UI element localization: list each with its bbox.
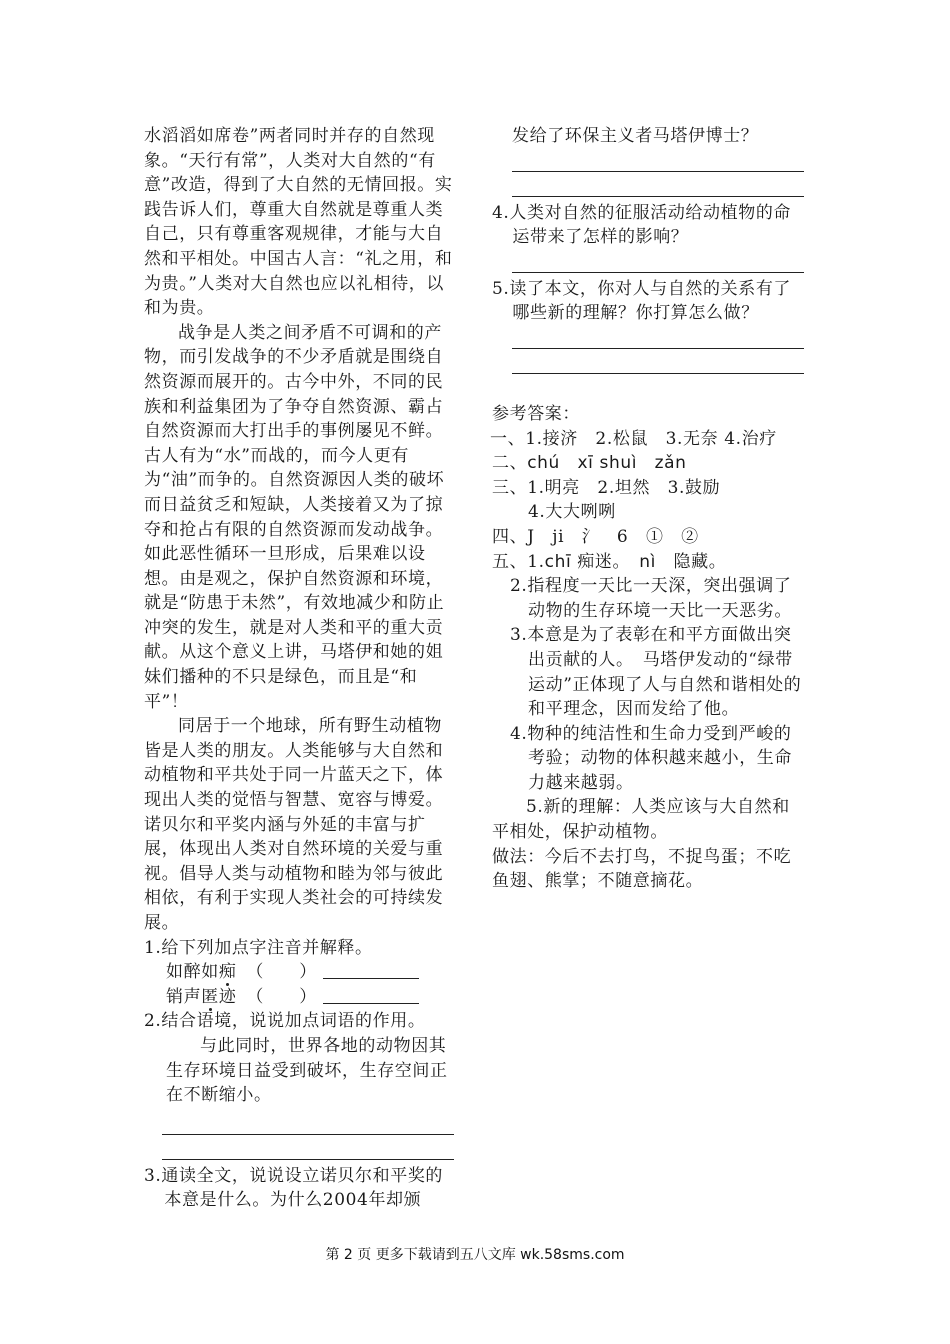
question-2: 2.结合语境，说说加点词语的作用。 <box>144 1011 426 1032</box>
answer-5-pinyin-2: nì <box>639 551 656 572</box>
question-3: 3.通读全文，说说设立诺贝尔和平奖的本意是什么。为什么2004年却颁 <box>144 1165 444 1211</box>
answer-5-3: 3.本意是为了表彰在和平方面做出突出贡献的人。 马塔伊发动的“绿带运动”正体现了人与自然和谐相处的和平理念，因而发给了他。 <box>510 625 802 720</box>
answer-3: 三、1.明亮 2.坦然 3.鼓励 <box>492 477 721 498</box>
answer-5-6: 做法：今后不去打鸟，不捉鸟蛋；不吃鱼翅、熊掌；不随意摘花。 <box>492 846 792 892</box>
answer-1: 一、1.接济 2.松鼠 3.无奈 4.治疗 <box>490 428 777 449</box>
answer-5-4: 4.物种的纯洁性和生命力受到严峻的考验；动物的体积越来越小，生命力越来越弱。 <box>510 723 792 793</box>
q1b-answer-blank[interactable] <box>323 987 419 1004</box>
q1b-suffix: 迹 <box>218 986 237 1007</box>
q1b-prefix: 销声 <box>166 986 202 1007</box>
answer-4: 四、J ji 氵 6 ① ② <box>492 526 699 547</box>
q1b-paren: （ ） <box>246 986 317 1007</box>
right-column <box>492 124 804 894</box>
answer-5-word-2: 隐藏。 <box>673 551 727 572</box>
paragraph-2: 战争是人类之间矛盾不可调和的产物，而引发战争的不少矛盾就是围绕自然资源而展开的。古今中外，不同的民族和利益集团为了争夺自然资源、霸占自然资源而大打出手的事例屡见不鲜。古人有为“水”而战的，而今人更有为“油”而争的。自然资源因人类的破坏而日益贫乏和短缺，人类接着又为了掠夺和抢占有限的自然资源而发动战争。如此恶性循环一旦形成，后果难以设想。由是观之，保护自然资源和环境，就是“防患于未然”，有效地减少和防止冲突的发生，就是对人类和平的重大贡献。从这个意义上讲，马塔伊和她的姐妹们播种的不只是绿色，而且是“和平”！ <box>144 322 445 712</box>
q1a-dotted-char: 痴 <box>218 962 237 983</box>
answer-5-prefix: 五、1. <box>492 551 545 572</box>
q1a-prefix: 如醉如 <box>166 962 219 983</box>
answer-3b: 4.大大咧咧 <box>528 502 616 523</box>
q1a-paren: （ ） <box>246 962 317 983</box>
answer-2-prefix: 二、 <box>492 453 528 474</box>
question-2-quote: 与此同时，世界各地的动物因其生存环境日益受到破坏，生存空间正在不断缩小。 <box>166 1035 448 1106</box>
question-5: 5.读了本文，你对人与自然的关系有了哪些新的理解？你打算怎么做？ <box>492 278 792 324</box>
answer-2-pinyin: chú xī shuì zǎn <box>527 453 687 474</box>
question-4: 4.人类对自然的征服活动给动植物的命运带来了怎样的影响？ <box>492 202 792 248</box>
question-3-continued: 发给了环保主义者马塔伊博士？ <box>512 126 759 146</box>
answers-title: 参考答案： <box>492 403 580 424</box>
answer-5-5: 5.新的理解：人类应该与大自然和平相处，保护动植物。 <box>492 797 790 843</box>
question-1b <box>144 985 454 1010</box>
question-1a <box>144 960 454 985</box>
q1b-dotted-char: 匿 <box>201 986 219 1007</box>
left-column <box>144 124 454 1213</box>
answer-5-word-1: 痴迷。 <box>577 551 622 572</box>
answer-5-1 <box>492 550 804 575</box>
q1a-answer-blank[interactable] <box>323 962 419 979</box>
paragraph-3: 同居于一个地球，所有野生动植物皆是人类的朋友。人类能够与大自然和动植物和平共处于同一片蓝天之下，体现出人类的觉悟与智慧、宽容与博爱。诺贝尔和平奖内涵与外延的丰富与扩展，体现出人类对自然环境的关爱与重视。倡导人类与动植物和睦为邻与彼此相依，有利于实现人类社会的可持续发展。 <box>144 716 444 933</box>
answer-5-pinyin-1: chī <box>544 551 572 572</box>
page-footer: 第 2 页 更多下载请到五八文库 wk.58sms.com <box>325 1247 625 1263</box>
answer-2 <box>492 451 804 476</box>
question-1: 1.给下列加点字注音并解释。 <box>144 937 373 958</box>
paragraph-1: 水滔滔如席卷”两者同时并存的自然现象。“天行有常”，人类对大自然的“有意”改造，得到了大自然的无情回报。实践告诉人们，尊重大自然就是尊重人类自己，只有尊重客观规律，才能与大自然和平相处。中国古人言：“礼之用，和为贵。”人类对大自然也应以礼相待，以和为贵。 <box>144 126 453 319</box>
answer-5-2: 2.指程度一天比一天深，突出强调了动物的生存环境一天比一天恶劣。 <box>510 576 792 621</box>
